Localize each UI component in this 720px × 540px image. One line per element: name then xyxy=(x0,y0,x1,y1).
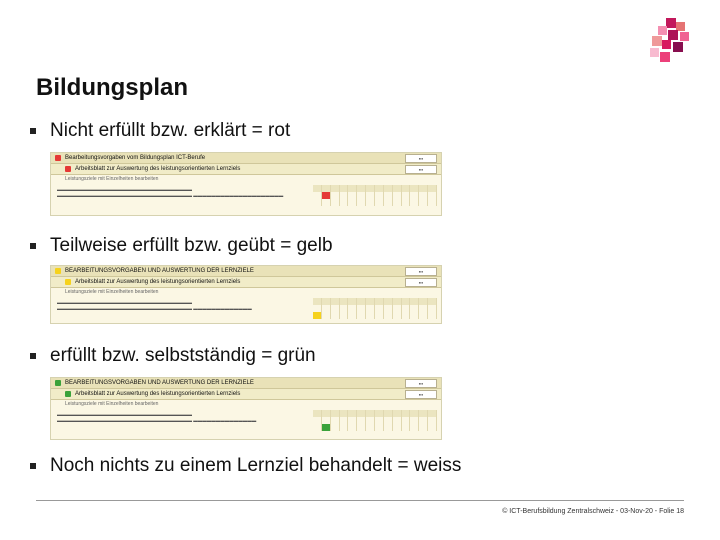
status-icon xyxy=(55,155,61,161)
shot-button: ▪▪▪ xyxy=(405,267,437,276)
bullet-marker-icon xyxy=(30,353,36,359)
status-icon xyxy=(65,279,71,285)
footer-divider xyxy=(36,500,684,501)
shot-header: BEARBEITUNGSVORGABEN UND AUSWERTUNG DER LERNZIELE ▪▪▪ xyxy=(51,266,441,277)
bullet-text: erfüllt bzw. selbstständig = grün xyxy=(50,345,316,366)
bullet-item-yellow xyxy=(30,235,333,257)
shot-caption: Leistungsziele mit Einzelheiten bearbeiten xyxy=(65,289,159,295)
shot-description: ▬▬▬▬▬▬▬▬▬▬▬▬▬▬▬▬▬▬▬▬▬▬▬▬▬▬▬▬▬▬ ▬▬▬▬▬▬▬▬▬▬▬▬▬▬▬▬▬▬▬▬▬▬▬▬▬▬▬▬▬▬ ▬▬▬▬▬▬▬▬▬▬▬▬▬ xyxy=(57,300,252,311)
bullet-marker-icon xyxy=(30,128,36,134)
bullet-text: Nicht erfüllt bzw. erklärt = rot xyxy=(50,120,291,141)
logo-icon xyxy=(646,18,692,64)
shot-header: BEARBEITUNGSVORGABEN UND AUSWERTUNG DER LERNZIELE ▪▪▪ xyxy=(51,378,441,389)
shot-header: Bearbeitungsvorgaben vom Bildungsplan ICT-Berufe ▪▪▪ xyxy=(51,153,441,164)
evaluation-grid xyxy=(313,298,437,319)
shot-description: ▬▬▬▬▬▬▬▬▬▬▬▬▬▬▬▬▬▬▬▬▬▬▬▬▬▬▬▬▬▬ ▬▬▬▬▬▬▬▬▬▬▬▬▬▬▬▬▬▬▬▬▬▬▬▬▬▬▬▬▬▬ ▬▬▬▬▬▬▬▬▬▬▬▬▬▬▬▬▬▬▬▬ xyxy=(57,187,284,198)
page-title: Bildungsplan xyxy=(36,74,188,101)
example-screenshot-green xyxy=(50,377,442,440)
status-icon xyxy=(65,391,71,397)
evaluation-grid xyxy=(313,185,437,206)
bullet-marker-icon xyxy=(30,463,36,469)
evaluation-grid xyxy=(313,410,437,431)
status-icon xyxy=(55,268,61,274)
shot-button: ▪▪▪ xyxy=(405,165,437,174)
bullet-item-red xyxy=(30,120,290,142)
shot-subheader: Arbeitsblatt zur Auswertung des leistungsorientierten Lernziels ▪▪▪ xyxy=(51,164,441,175)
example-screenshot-red xyxy=(50,152,442,216)
bullet-marker-icon xyxy=(30,243,36,249)
bullet-text: Noch nichts zu einem Lernziel behandelt = weiss xyxy=(50,455,462,476)
example-screenshot-yellow xyxy=(50,265,442,324)
status-icon xyxy=(65,166,71,172)
shot-caption: Leistungsziele mit Einzelheiten bearbeiten xyxy=(65,401,159,407)
shot-button: ▪▪▪ xyxy=(405,390,437,399)
bullet-text: Teilweise erfüllt bzw. geübt = gelb xyxy=(50,235,333,256)
bullet-item-white xyxy=(30,455,461,477)
footer-text: © ICT-Berufsbildung Zentralschweiz - 03-Nov-20 - Folie 18 xyxy=(502,508,684,515)
shot-caption: Leistungsziele mit Einzelheiten bearbeiten xyxy=(65,176,159,182)
bullet-item-green xyxy=(30,345,316,367)
shot-button: ▪▪▪ xyxy=(405,379,437,388)
status-icon xyxy=(55,380,61,386)
shot-subheader: Arbeitsblatt zur Auswertung des leistungsorientierten Lernziels ▪▪▪ xyxy=(51,389,441,400)
shot-button: ▪▪▪ xyxy=(405,278,437,287)
shot-button: ▪▪▪ xyxy=(405,154,437,163)
shot-description: ▬▬▬▬▬▬▬▬▬▬▬▬▬▬▬▬▬▬▬▬▬▬▬▬▬▬▬▬▬▬ ▬▬▬▬▬▬▬▬▬▬▬▬▬▬▬▬▬▬▬▬▬▬▬▬▬▬▬▬▬▬ ▬▬▬▬▬▬▬▬▬▬▬▬▬▬ xyxy=(57,412,257,423)
shot-subheader: Arbeitsblatt zur Auswertung des leistungsorientierten Lernziels ▪▪▪ xyxy=(51,277,441,288)
